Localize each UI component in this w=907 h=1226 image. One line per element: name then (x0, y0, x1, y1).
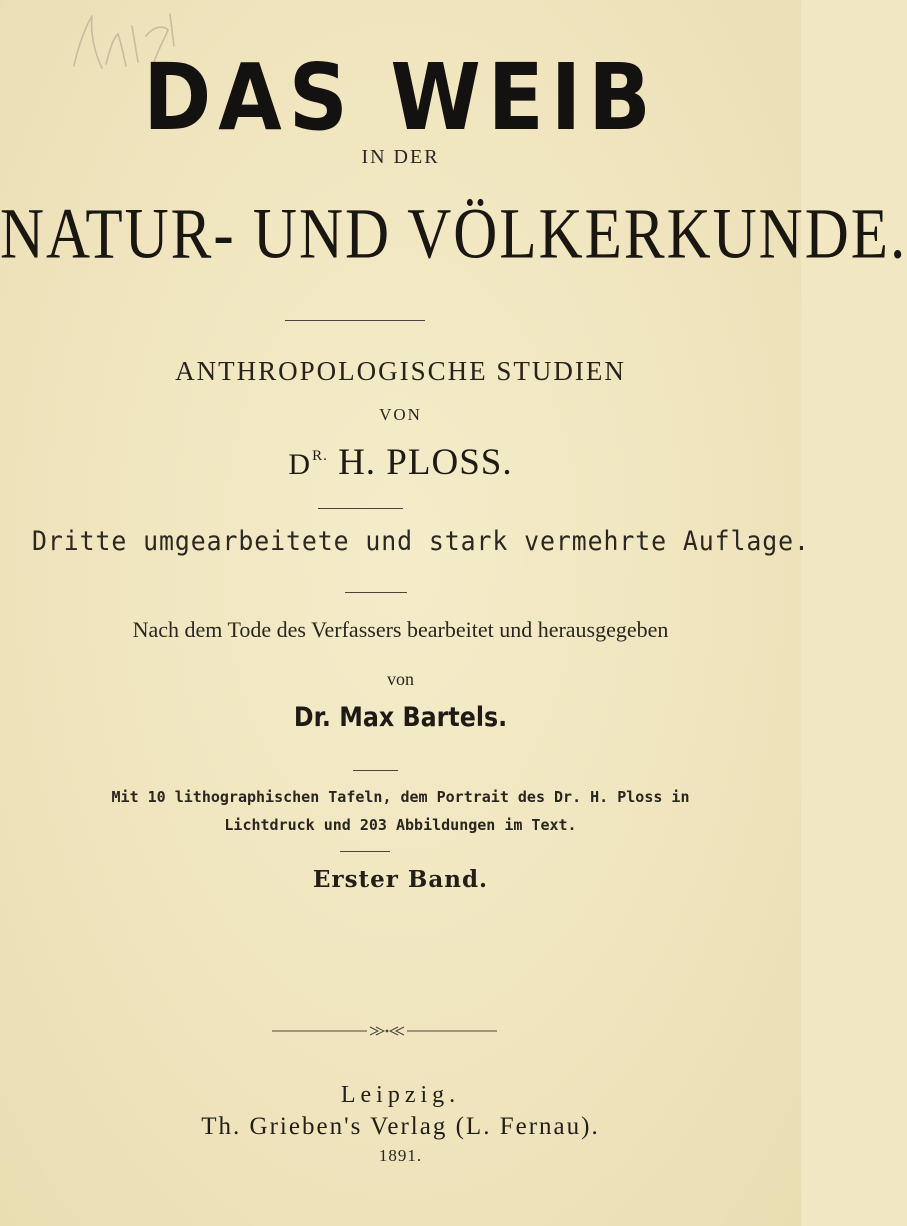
posthumous-note: Nach dem Tode des Verfassers bearbeitet und herausgegeben (132, 617, 669, 642)
book-title: DAS WEIB (143, 45, 658, 152)
divider-rule-3 (345, 592, 407, 593)
editor-name: Dr. Max Bartels. (293, 702, 508, 733)
divider-rule-4 (353, 770, 398, 771)
author-name (0, 441, 801, 484)
divider-rule-2 (318, 508, 403, 509)
by-label: VON (379, 405, 422, 424)
author-prefix: $D^{R.}$ (288, 448, 328, 481)
publisher-name: Th. Grieben's Verlag (L. Fernau). (201, 1113, 600, 1140)
series-title: ANTHROPOLOGISCHE STUDIEN (175, 356, 626, 386)
edition-statement: Dritte umgearbeitete und stark vermehrte Auflage. (32, 526, 810, 557)
divider-rule-1 (285, 320, 425, 321)
publication-place: Leipzig. (340, 1082, 461, 1108)
contents-note-line-1: Mit 10 lithographischen Tafeln, dem Portrait des Dr. H. Ploss in (111, 788, 690, 806)
publication-year: 1891. (378, 1146, 423, 1165)
contents-note-line-2: Lichtdruck und 203 Abbildungen im Text. (224, 816, 577, 834)
divider-rule-5 (340, 851, 390, 852)
edited-by-label: von (387, 669, 414, 689)
book-subtitle: NATUR- UND VÖLKERKUNDE. (0, 194, 907, 275)
title-connector: IN DER (361, 146, 440, 168)
volume-label: Erster Band. (312, 866, 489, 893)
ornament-rule (272, 1024, 497, 1038)
author-surname: H. PLOSS. (338, 442, 513, 483)
